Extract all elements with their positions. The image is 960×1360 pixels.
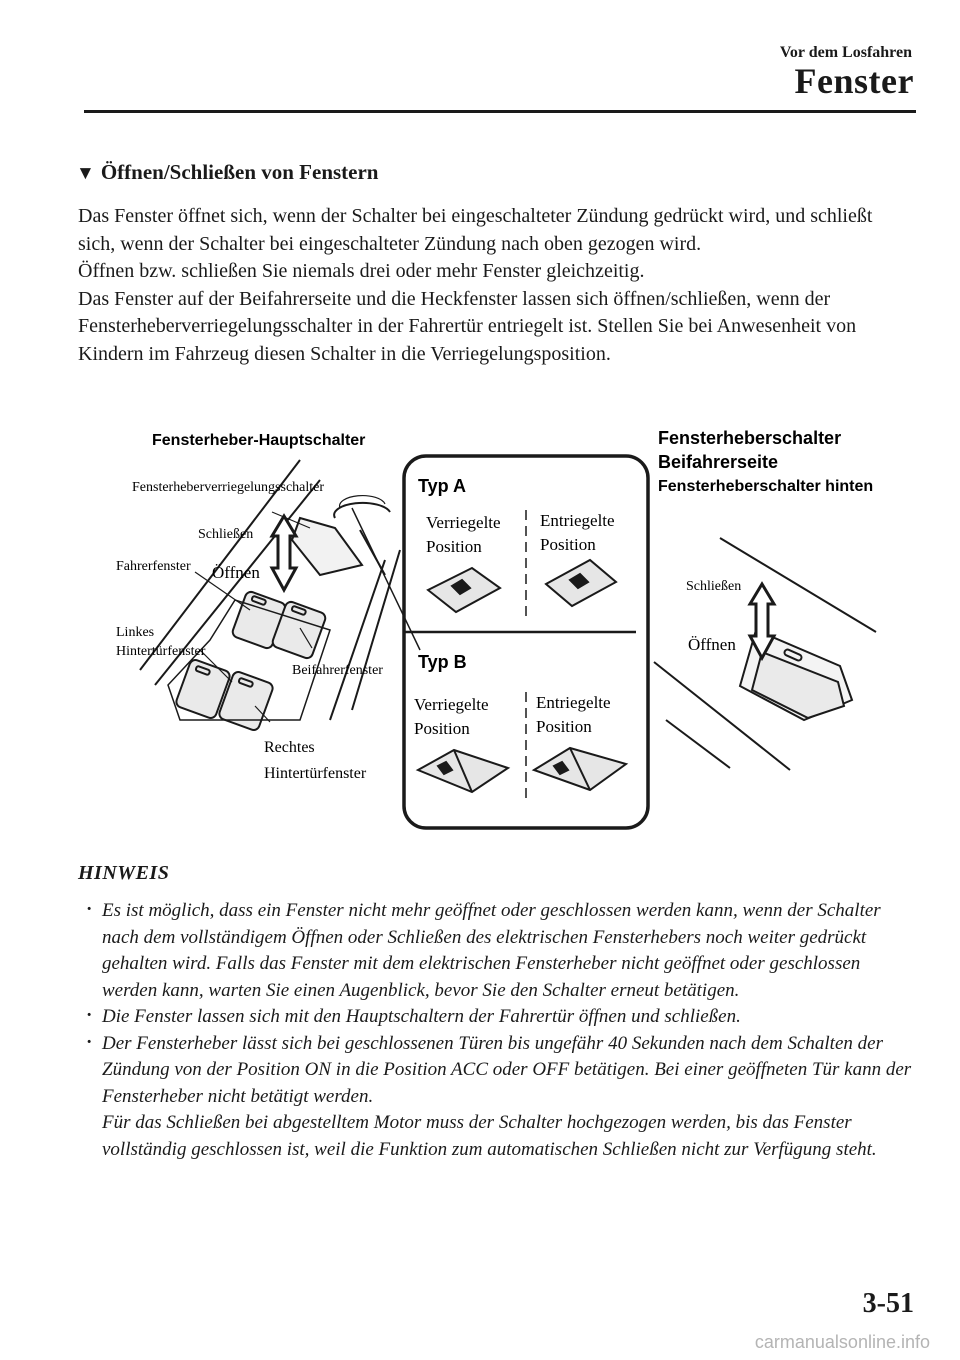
type-a-unlocked-label-2: Position — [540, 535, 596, 554]
lock-switch-type-b-unlocked — [534, 748, 626, 790]
note-list — [86, 898, 916, 1163]
main-open-label: Öffnen — [212, 563, 260, 582]
type-b-unlocked-label-2: Position — [536, 717, 592, 736]
section-heading-text: Öffnen/Schließen von Fenstern — [100, 160, 379, 184]
body-paragraph: Das Fenster öffnet sich, wenn der Schalter bei eingeschalteter Zündung gedrückt wird, und schließt sich, wenn der Schalter bei eingeschalteter Zündung nach oben gezogen wird. — [78, 205, 873, 255]
left-rear-window-label-1: Linkes — [116, 625, 155, 640]
triangle-down-icon: ▼ — [76, 163, 95, 184]
type-a-locked-label-1: Verriegelte — [426, 513, 501, 532]
passenger-close-label: Schließen — [686, 579, 742, 594]
passenger-switch-title-1: Fensterheberschalter — [658, 428, 842, 448]
lock-switch-type-a-locked — [428, 568, 500, 612]
body-text — [78, 203, 908, 368]
passenger-switch-title-3: Fensterheberschalter hinten — [658, 478, 874, 495]
header-rule — [84, 110, 916, 113]
section-heading — [76, 160, 379, 185]
type-a-label: Typ A — [418, 476, 466, 496]
type-a-locked-label-2: Position — [426, 537, 482, 556]
window-switch-figure — [0, 400, 960, 840]
watermark: carmanualsonline.info — [754, 1332, 930, 1352]
double-arrow-icon — [272, 516, 296, 590]
lock-switch-type-a-unlocked — [546, 560, 616, 606]
driver-window-label: Fahrerfenster — [116, 559, 191, 574]
note-title: HINWEIS — [78, 862, 170, 884]
note-item: · Die Fenster lassen sich mit den Hauptschaltern der Fahrertür öffnen und schließen. — [86, 1004, 916, 1031]
running-header-title: Fenster — [794, 61, 914, 101]
page-number: 3-51 — [862, 1288, 914, 1319]
type-b-label: Typ B — [418, 652, 467, 672]
running-header-section: Vor dem Losfahren — [779, 44, 912, 61]
main-close-label: Schließen — [198, 527, 254, 542]
note-item: · Der Fensterheber lässt sich bei geschlossenen Türen bis ungefähr 40 Sekunden nach dem Schalten der Zündung von der Position ON in die Position ACC oder OFF betätigen. Bei einer geöffneten Tür kann der Fensterheber nicht betätigt werden. Für das Schließen bei abgestelltem Motor muss der Schalter hochgezogen werden, bis das Fenster vollständig geschlossen ist, weil die Funktion zum automatischen Schließen nicht zur Verfügung steht. — [86, 1031, 916, 1164]
type-b-locked-label-2: Position — [414, 719, 470, 738]
main-switch-title: Fensterheber-Hauptschalter — [152, 432, 366, 449]
note-item: · Es ist möglich, dass ein Fenster nicht mehr geöffnet oder geschlossen werden kann, wenn der Schalter nach dem vollständigem Öffnen oder Schließen des elektrischen Fensterhebers noch weiter gedrückt gehalten wird. Falls das Fenster mit dem elektrischen Fensterheber nicht geöffnet oder geschlossen werden kann, warten Sie einen Augenblick, bevor Sie den Schalter erneut betätigen. — [86, 898, 916, 1004]
main-switch-panel — [140, 460, 420, 732]
body-paragraph: Öffnen bzw. schließen Sie niemals drei oder mehr Fenster gleichzeitig. — [78, 260, 645, 282]
body-paragraph: Das Fenster auf der Beifahrerseite und die Heckfenster lassen sich öffnen/schließen, wenn der Fensterheberverriegelungsschalter in der Fahrertür entriegelt ist. Stellen Sie bei Anwesenheit von Kindern im Fahrzeug diesen Schalter in die Verriegelungsposition. — [78, 287, 857, 365]
passenger-switch-title-2: Beifahrerseite — [658, 452, 779, 472]
passenger-open-label: Öffnen — [688, 635, 736, 654]
lock-switch-type-b-locked — [418, 750, 508, 792]
type-a-unlocked-label-1: Entriegelte — [540, 511, 615, 530]
lock-switch-label: Fensterheberverriegelungsschalter — [132, 480, 325, 495]
right-rear-window-label-2: Hintertürfenster — [264, 765, 367, 782]
right-rear-window-label-1: Rechtes — [264, 739, 315, 756]
passenger-window-label: Beifahrerfenster — [292, 663, 383, 678]
type-b-locked-label-1: Verriegelte — [414, 695, 489, 714]
left-rear-window-label-2: Hintertürfenster — [116, 644, 206, 659]
type-b-unlocked-label-1: Entriegelte — [536, 693, 611, 712]
